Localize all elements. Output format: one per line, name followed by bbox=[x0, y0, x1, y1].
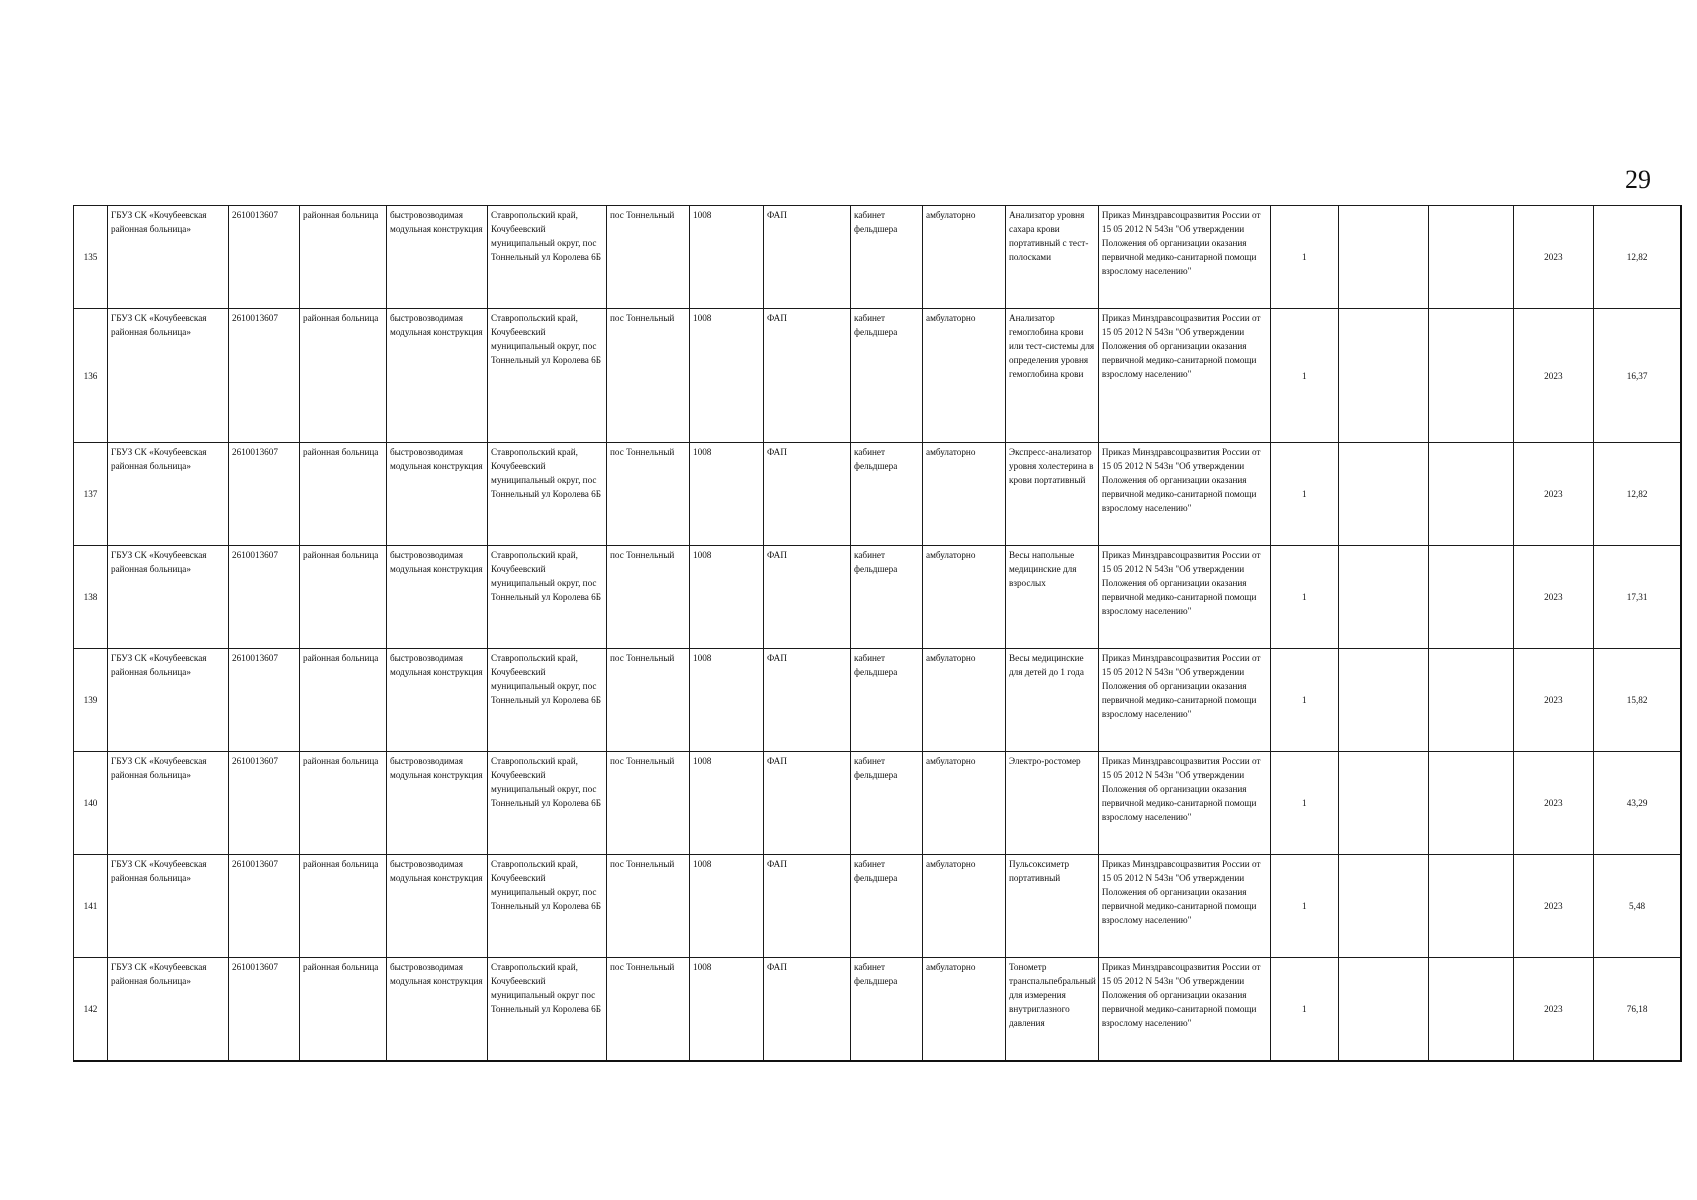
empty-cell bbox=[1338, 752, 1428, 855]
price-cell: 12,82 bbox=[1593, 206, 1681, 309]
organization-cell: ГБУЗ СК «Кочубеевская районная больница» bbox=[108, 958, 229, 1061]
equipment-cell: Тонометр транспальпебральный для измерения внутриглазного давления bbox=[1006, 958, 1099, 1061]
care-type-cell: амбулаторно bbox=[923, 649, 1006, 752]
year-cell: 2023 bbox=[1513, 443, 1593, 546]
inn-cell: 2610013607 bbox=[229, 206, 300, 309]
equipment-cell: Электро-ростомер bbox=[1006, 752, 1099, 855]
inn-cell: 2610013607 bbox=[229, 309, 300, 443]
table-row bbox=[74, 752, 1682, 855]
empty-cell bbox=[1428, 958, 1513, 1061]
quantity-cell: 1 bbox=[1270, 649, 1338, 752]
year-cell: 2023 bbox=[1513, 958, 1593, 1061]
building-type-cell: быстровозводимая модульная конструкция bbox=[387, 206, 488, 309]
facility-type-cell: районная больница bbox=[300, 958, 387, 1061]
facility-type-cell: районная больница bbox=[300, 206, 387, 309]
population-cell: 1008 bbox=[690, 546, 764, 649]
facility-type-cell: районная больница bbox=[300, 443, 387, 546]
empty-cell bbox=[1428, 649, 1513, 752]
care-type-cell: амбулаторно bbox=[923, 206, 1006, 309]
row-number: 142 bbox=[74, 958, 108, 1061]
quantity-cell: 1 bbox=[1270, 752, 1338, 855]
population-cell: 1008 bbox=[690, 443, 764, 546]
empty-cell bbox=[1338, 958, 1428, 1061]
organization-cell: ГБУЗ СК «Кочубеевская районная больница» bbox=[108, 546, 229, 649]
unit-cell: ФАП bbox=[764, 309, 851, 443]
address-cell: Ставропольский край, Кочубеевский муниципальный округ пос Тоннельный ул Королева 6Б bbox=[488, 958, 607, 1061]
empty-cell bbox=[1428, 443, 1513, 546]
locality-cell: пос Тоннельный bbox=[607, 206, 690, 309]
locality-cell: пос Тоннельный bbox=[607, 752, 690, 855]
room-cell: кабинет фельдшера bbox=[851, 443, 923, 546]
order-cell: Приказ Минздравсоцразвития России от 15 05 2012 N 543н "Об утверждении Положения об организации оказания первичной медико-санитарной помощи взрослому населению" bbox=[1098, 309, 1270, 443]
equipment-cell: Весы медицинские для детей до 1 года bbox=[1006, 649, 1099, 752]
room-cell: кабинет фельдшера bbox=[851, 958, 923, 1061]
inn-cell: 2610013607 bbox=[229, 752, 300, 855]
row-number: 138 bbox=[74, 546, 108, 649]
facility-type-cell: районная больница bbox=[300, 752, 387, 855]
inn-cell: 2610013607 bbox=[229, 546, 300, 649]
inn-cell: 2610013607 bbox=[229, 958, 300, 1061]
order-cell: Приказ Минздравсоцразвития России от 15 05 2012 N 543н "Об утверждении Положения об организации оказания первичной медико-санитарной помощи взрослому населению" bbox=[1098, 958, 1270, 1061]
table-row bbox=[74, 206, 1682, 309]
table-row bbox=[74, 958, 1682, 1061]
facility-type-cell: районная больница bbox=[300, 309, 387, 443]
row-number: 136 bbox=[74, 309, 108, 443]
quantity-cell: 1 bbox=[1270, 958, 1338, 1061]
empty-cell bbox=[1428, 206, 1513, 309]
year-cell: 2023 bbox=[1513, 752, 1593, 855]
address-cell: Ставропольский край, Кочубеевский муниципальный округ, пос Тоннельный ул Королева 6Б bbox=[488, 309, 607, 443]
population-cell: 1008 bbox=[690, 206, 764, 309]
order-cell: Приказ Минздравсоцразвития России от 15 05 2012 N 543н "Об утверждении Положения об организации оказания первичной медико-санитарной помощи взрослому населению" bbox=[1098, 855, 1270, 958]
population-cell: 1008 bbox=[690, 309, 764, 443]
empty-cell bbox=[1428, 752, 1513, 855]
organization-cell: ГБУЗ СК «Кочубеевская районная больница» bbox=[108, 752, 229, 855]
building-type-cell: быстровозводимая модульная конструкция bbox=[387, 752, 488, 855]
quantity-cell: 1 bbox=[1270, 546, 1338, 649]
unit-cell: ФАП bbox=[764, 958, 851, 1061]
room-cell: кабинет фельдшера bbox=[851, 649, 923, 752]
price-cell: 76,18 bbox=[1593, 958, 1681, 1061]
order-cell: Приказ Минздравсоцразвития России от 15 05 2012 N 543н "Об утверждении Положения об организации оказания первичной медико-санитарной помощи взрослому населению" bbox=[1098, 206, 1270, 309]
care-type-cell: амбулаторно bbox=[923, 443, 1006, 546]
building-type-cell: быстровозводимая модульная конструкция bbox=[387, 855, 488, 958]
care-type-cell: амбулаторно bbox=[923, 752, 1006, 855]
address-cell: Ставропольский край, Кочубеевский муниципальный округ, пос Тоннельный ул Королева 6Б bbox=[488, 443, 607, 546]
equipment-cell: Анализатор уровня сахара крови портативный с тест-полосками bbox=[1006, 206, 1099, 309]
empty-cell bbox=[1338, 649, 1428, 752]
price-cell: 16,37 bbox=[1593, 309, 1681, 443]
address-cell: Ставропольский край, Кочубеевский муниципальный округ, пос Тоннельный ул Королева 6Б bbox=[488, 752, 607, 855]
empty-cell bbox=[1338, 309, 1428, 443]
unit-cell: ФАП bbox=[764, 206, 851, 309]
room-cell: кабинет фельдшера bbox=[851, 206, 923, 309]
organization-cell: ГБУЗ СК «Кочубеевская районная больница» bbox=[108, 649, 229, 752]
order-cell: Приказ Минздравсоцразвития России от 15 05 2012 N 543н "Об утверждении Положения об организации оказания первичной медико-санитарной помощи взрослому населению" bbox=[1098, 443, 1270, 546]
row-number: 135 bbox=[74, 206, 108, 309]
unit-cell: ФАП bbox=[764, 855, 851, 958]
building-type-cell: быстровозводимая модульная конструкция bbox=[387, 546, 488, 649]
building-type-cell: быстровозводимая модульная конструкция bbox=[387, 649, 488, 752]
table-row bbox=[74, 855, 1682, 958]
organization-cell: ГБУЗ СК «Кочубеевская районная больница» bbox=[108, 309, 229, 443]
table-row bbox=[74, 443, 1682, 546]
price-cell: 43,29 bbox=[1593, 752, 1681, 855]
year-cell: 2023 bbox=[1513, 649, 1593, 752]
table-row bbox=[74, 649, 1682, 752]
room-cell: кабинет фельдшера bbox=[851, 309, 923, 443]
locality-cell: пос Тоннельный bbox=[607, 958, 690, 1061]
price-cell: 5,48 bbox=[1593, 855, 1681, 958]
locality-cell: пос Тоннельный bbox=[607, 546, 690, 649]
year-cell: 2023 bbox=[1513, 309, 1593, 443]
building-type-cell: быстровозводимая модульная конструкция bbox=[387, 958, 488, 1061]
year-cell: 2023 bbox=[1513, 855, 1593, 958]
row-number: 137 bbox=[74, 443, 108, 546]
room-cell: кабинет фельдшера bbox=[851, 752, 923, 855]
equipment-cell: Пульсоксиметр портативный bbox=[1006, 855, 1099, 958]
order-cell: Приказ Минздравсоцразвития России от 15 05 2012 N 543н "Об утверждении Положения об организации оказания первичной медико-санитарной помощи взрослому населению" bbox=[1098, 752, 1270, 855]
table-body bbox=[74, 206, 1682, 1061]
room-cell: кабинет фельдшера bbox=[851, 546, 923, 649]
room-cell: кабинет фельдшера bbox=[851, 855, 923, 958]
price-cell: 15,82 bbox=[1593, 649, 1681, 752]
building-type-cell: быстровозводимая модульная конструкция bbox=[387, 309, 488, 443]
equipment-cell: Весы напольные медицинские для взрослых bbox=[1006, 546, 1099, 649]
year-cell: 2023 bbox=[1513, 546, 1593, 649]
equipment-cell: Экспресс-анализатор уровня холестерина в крови портативный bbox=[1006, 443, 1099, 546]
care-type-cell: амбулаторно bbox=[923, 546, 1006, 649]
quantity-cell: 1 bbox=[1270, 855, 1338, 958]
empty-cell bbox=[1338, 546, 1428, 649]
empty-cell bbox=[1428, 309, 1513, 443]
price-cell: 17,31 bbox=[1593, 546, 1681, 649]
population-cell: 1008 bbox=[690, 752, 764, 855]
locality-cell: пос Тоннельный bbox=[607, 443, 690, 546]
care-type-cell: амбулаторно bbox=[923, 958, 1006, 1061]
facility-type-cell: районная больница bbox=[300, 546, 387, 649]
unit-cell: ФАП bbox=[764, 443, 851, 546]
row-number: 139 bbox=[74, 649, 108, 752]
organization-cell: ГБУЗ СК «Кочубеевская районная больница» bbox=[108, 855, 229, 958]
empty-cell bbox=[1338, 855, 1428, 958]
care-type-cell: амбулаторно bbox=[923, 309, 1006, 443]
quantity-cell: 1 bbox=[1270, 206, 1338, 309]
table-row bbox=[74, 546, 1682, 649]
inn-cell: 2610013607 bbox=[229, 443, 300, 546]
page-number: 29 bbox=[1625, 165, 1651, 194]
year-cell: 2023 bbox=[1513, 206, 1593, 309]
facility-type-cell: районная больница bbox=[300, 649, 387, 752]
table-row bbox=[74, 309, 1682, 443]
population-cell: 1008 bbox=[690, 958, 764, 1061]
locality-cell: пос Тоннельный bbox=[607, 309, 690, 443]
empty-cell bbox=[1428, 546, 1513, 649]
address-cell: Ставропольский край, Кочубеевский муниципальный округ, пос Тоннельный ул Королева 6Б bbox=[488, 206, 607, 309]
quantity-cell: 1 bbox=[1270, 443, 1338, 546]
unit-cell: ФАП bbox=[764, 546, 851, 649]
locality-cell: пос Тоннельный bbox=[607, 649, 690, 752]
unit-cell: ФАП bbox=[764, 752, 851, 855]
inn-cell: 2610013607 bbox=[229, 649, 300, 752]
population-cell: 1008 bbox=[690, 649, 764, 752]
locality-cell: пос Тоннельный bbox=[607, 855, 690, 958]
facility-type-cell: районная больница bbox=[300, 855, 387, 958]
population-cell: 1008 bbox=[690, 855, 764, 958]
organization-cell: ГБУЗ СК «Кочубеевская районная больница» bbox=[108, 206, 229, 309]
order-cell: Приказ Минздравсоцразвития России от 15 05 2012 N 543н "Об утверждении Положения об организации оказания первичной медико-санитарной помощи взрослому населению" bbox=[1098, 546, 1270, 649]
order-cell: Приказ Минздравсоцразвития России от 15 05 2012 N 543н "Об утверждении Положения об организации оказания первичной медико-санитарной помощи взрослому населению" bbox=[1098, 649, 1270, 752]
empty-cell bbox=[1338, 206, 1428, 309]
equipment-registry-table bbox=[73, 205, 1682, 1062]
address-cell: Ставропольский край, Кочубеевский муниципальный округ, пос Тоннельный ул Королева 6Б bbox=[488, 855, 607, 958]
care-type-cell: амбулаторно bbox=[923, 855, 1006, 958]
empty-cell bbox=[1338, 443, 1428, 546]
row-number: 140 bbox=[74, 752, 108, 855]
address-cell: Ставропольский край, Кочубеевский муниципальный округ, пос Тоннельный ул Королева 6Б bbox=[488, 546, 607, 649]
inn-cell: 2610013607 bbox=[229, 855, 300, 958]
organization-cell: ГБУЗ СК «Кочубеевская районная больница» bbox=[108, 443, 229, 546]
quantity-cell: 1 bbox=[1270, 309, 1338, 443]
address-cell: Ставропольский край, Кочубеевский муниципальный округ, пос Тоннельный ул Королева 6Б bbox=[488, 649, 607, 752]
price-cell: 12,82 bbox=[1593, 443, 1681, 546]
equipment-cell: Анализатор гемоглобина крови или тест-системы для определения уровня гемоглобина крови bbox=[1006, 309, 1099, 443]
building-type-cell: быстровозводимая модульная конструкция bbox=[387, 443, 488, 546]
unit-cell: ФАП bbox=[764, 649, 851, 752]
empty-cell bbox=[1428, 855, 1513, 958]
row-number: 141 bbox=[74, 855, 108, 958]
